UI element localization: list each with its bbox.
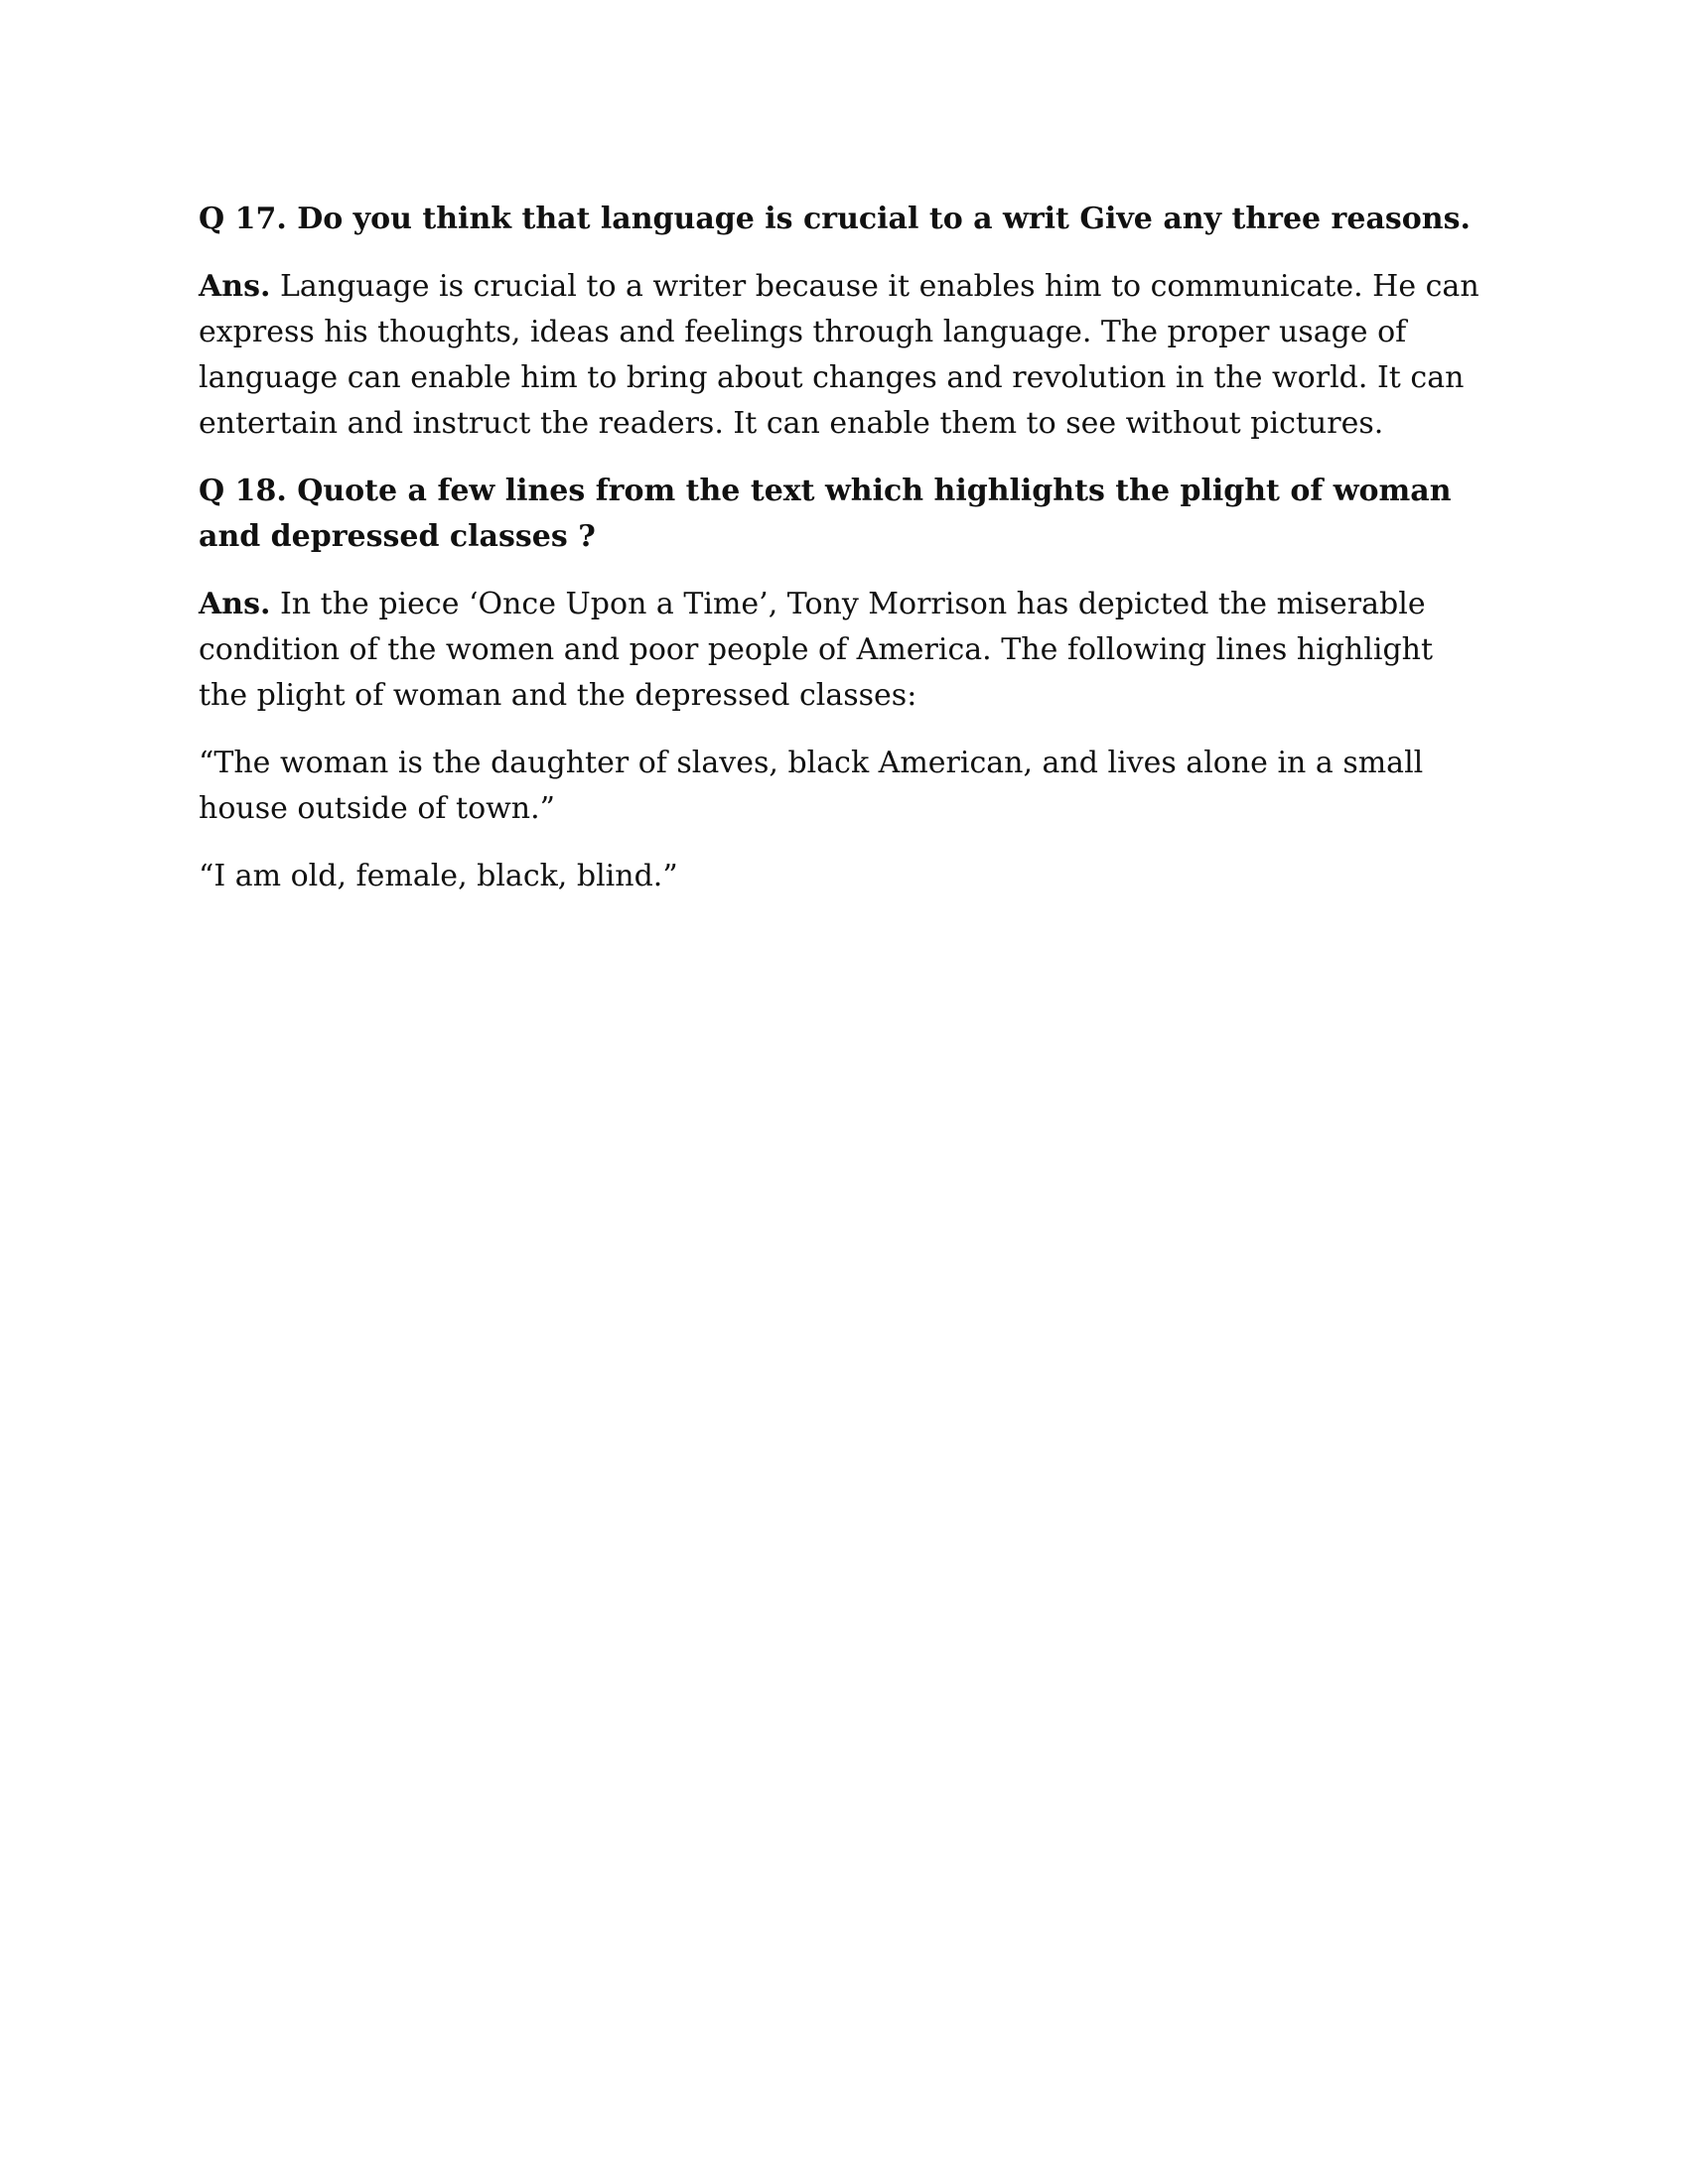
quote-2: “I am old, female, black, blind.” xyxy=(199,859,678,893)
answer-17 xyxy=(199,264,1489,447)
answer-text: Language is crucial to a writer because it enables him to communicate. He can express his thoughts, ideas and feelings through language. The proper usage of language can enable him to bring about changes and revolution in the world. It can entertain and instruct the readers. It can enable them to see without pictures. xyxy=(199,269,1479,441)
answer-label: Ans. xyxy=(199,269,271,304)
question-17: Q 17. Do you think that language is crucial to a writ Give any three reasons. xyxy=(199,202,1471,236)
answer-18 xyxy=(199,582,1489,719)
quote-1: “The woman is the daughter of slaves, black American, and lives alone in a small house outside of town.” xyxy=(199,746,1424,826)
question-18: Q 18. Quote a few lines from the text which highlights the plight of woman and depressed classes ? xyxy=(199,474,1452,554)
document-page xyxy=(199,197,1489,921)
answer-text: In the piece ‘Once Upon a Time’, Tony Morrison has depicted the miserable condition of the women and poor people of America. The following lines highlight the plight of woman and the depressed classes: xyxy=(199,587,1434,713)
answer-label: Ans. xyxy=(199,587,271,621)
